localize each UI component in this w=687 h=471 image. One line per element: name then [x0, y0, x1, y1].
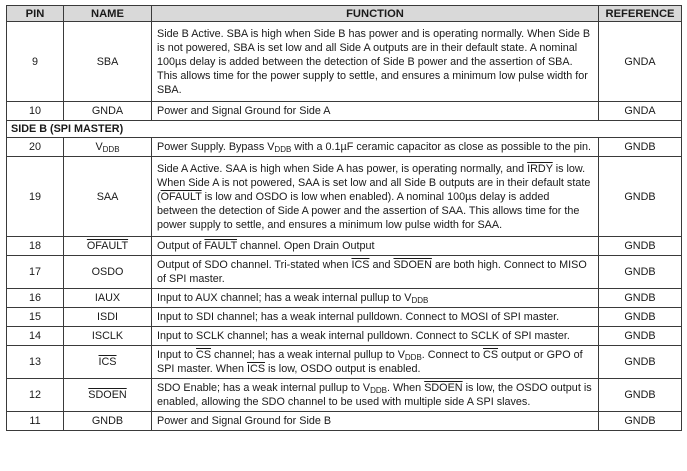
- pin-reference: GNDB: [599, 412, 682, 431]
- pin-reference: GNDA: [599, 22, 682, 102]
- pin-name-subscript: DDB: [102, 145, 120, 154]
- function-subscript: DDB: [370, 386, 387, 395]
- table-row-isclk: [7, 327, 682, 346]
- pin-reference: GNDB: [599, 138, 682, 157]
- pin-name-main: V: [95, 141, 103, 153]
- table-row-ofault: [7, 237, 682, 256]
- pin-function: [152, 237, 599, 256]
- pin-name: [64, 138, 152, 157]
- pin-name: GNDA: [64, 102, 152, 121]
- function-text: Power Supply. Bypass V: [157, 141, 275, 153]
- pin-number: 11: [7, 412, 64, 431]
- pin-function: [152, 289, 599, 308]
- pin-reference: GNDB: [599, 237, 682, 256]
- pin-function: Input to SDI channel; has a weak internal pulldown. Connect to MOSI of SPI master.: [152, 308, 599, 327]
- overlined-signal: SDOEN: [424, 382, 463, 394]
- pin-name-overlined: $\overline{ICS}$: [98, 356, 117, 368]
- function-subscript: DDB: [404, 353, 422, 362]
- overlined-signal: $\overline{ICS}$: [247, 363, 266, 375]
- pin-name: GNDB: [64, 412, 152, 431]
- pin-function: Side B Active. SBA is high when Side B has power and is operating normally. When Side B is not powered, SBA is set low and all Side A outputs are in their default state. A nominal 100µs delay is added between the detection of Side B power and the assertion of SBA. This allows time for the power supply to settle, and ensures a minimum low pulse width for SBA.: [152, 22, 599, 102]
- function-text: is low and OSDO is low when enabled). A nominal 100µs delay is added between the detection of Side A power and the assertion of SAA. This allows time for the power supply to settle, and ensures a minimum low pulse width for SAA.: [157, 190, 580, 231]
- pin-number: 19: [7, 157, 64, 237]
- pin-name: IAUX: [64, 289, 152, 308]
- function-text: channel; has a weak internal pullup to V: [211, 349, 405, 361]
- pin-description-table: [6, 5, 682, 431]
- function-text: . Connect to: [421, 349, 484, 361]
- pin-name: [64, 379, 152, 412]
- overlined-signal: $\overline{CS}$: [196, 349, 212, 361]
- header-pin: PIN: [7, 6, 64, 22]
- pin-number: 13: [7, 346, 64, 379]
- pin-reference: GNDB: [599, 308, 682, 327]
- pin-number: 10: [7, 102, 64, 121]
- function-text: Input to: [157, 349, 197, 361]
- pin-name: OSDO: [64, 256, 152, 289]
- table-row-isdi: [7, 308, 682, 327]
- function-text: . When: [386, 382, 425, 394]
- pin-name: SBA: [64, 22, 152, 102]
- pin-reference: GNDB: [599, 327, 682, 346]
- pin-name-overlined: OFAULT: [86, 240, 129, 252]
- pin-name: [64, 346, 152, 379]
- table-row-ics: [7, 346, 682, 379]
- pin-number: 14: [7, 327, 64, 346]
- pin-reference: GNDB: [599, 346, 682, 379]
- function-subscript: DDB: [411, 296, 429, 305]
- table-row-sdoen: [7, 379, 682, 412]
- header-row: [7, 6, 682, 22]
- pin-description-table-container: [6, 5, 681, 431]
- pin-reference: GNDA: [599, 102, 682, 121]
- function-text: Output of SDO channel. Tri-stated when: [157, 259, 352, 271]
- function-text: SDO Enable; has a weak internal pullup to V: [157, 382, 371, 394]
- pin-number: 20: [7, 138, 64, 157]
- pin-number: 15: [7, 308, 64, 327]
- pin-function: [152, 157, 599, 237]
- pin-name: ISCLK: [64, 327, 152, 346]
- pin-function: [152, 138, 599, 157]
- pin-number: 12: [7, 379, 64, 412]
- table-row-osdo: [7, 256, 682, 289]
- header-function: FUNCTION: [152, 6, 599, 22]
- function-text: channel. Open Drain Output: [237, 240, 375, 252]
- table-row-gnda: [7, 102, 682, 121]
- table-row-vddb: [7, 138, 682, 157]
- function-text: is low. When Side A is not powered, SAA is set low and all Side B outputs are in their default state (: [157, 162, 591, 203]
- function-text: Output of: [157, 240, 205, 252]
- function-text: is low, OSDO output is enabled.: [265, 363, 421, 375]
- function-text: are both high. Connect to MISO of SPI master.: [157, 259, 587, 285]
- function-text: Input to AUX channel; has a weak internal pullup to V: [157, 292, 412, 304]
- pin-function: [152, 346, 599, 379]
- pin-name: SAA: [64, 157, 152, 237]
- pin-reference: GNDB: [599, 157, 682, 237]
- table-row-sba: [7, 22, 682, 102]
- overlined-signal: OFAULT: [160, 190, 202, 203]
- pin-function: [152, 379, 599, 412]
- section-title: SIDE B (SPI MASTER): [7, 121, 682, 138]
- pin-reference: GNDB: [599, 379, 682, 412]
- overlined-signal: SDOEN: [393, 259, 432, 271]
- overlined-signal: $\overline{CS}$: [483, 349, 499, 361]
- function-text: output or GPO of SPI master. When: [157, 349, 583, 375]
- pin-number: 18: [7, 237, 64, 256]
- table-row-iaux: [7, 289, 682, 308]
- pin-number: 16: [7, 289, 64, 308]
- pin-name-overlined: SDOEN: [88, 389, 127, 401]
- pin-number: 9: [7, 22, 64, 102]
- table-row-gndb: [7, 412, 682, 431]
- overlined-signal: IRDY: [527, 162, 553, 175]
- table-row-saa: [7, 157, 682, 237]
- pin-number: 17: [7, 256, 64, 289]
- function-subscript: DDB: [274, 145, 292, 154]
- pin-reference: GNDB: [599, 256, 682, 289]
- overlined-signal: $\overline{ICS}$: [351, 259, 370, 271]
- header-name: NAME: [64, 6, 152, 22]
- function-text: Side A Active. SAA is high when Side A has power, is operating normally, and: [157, 162, 528, 175]
- pin-name: [64, 237, 152, 256]
- pin-name: ISDI: [64, 308, 152, 327]
- function-text: is low, the OSDO output is enabled, allowing the SDO channel to be used with multiple side A SPI slaves.: [157, 382, 592, 408]
- pin-function: Power and Signal Ground for Side B: [152, 412, 599, 431]
- overlined-signal: FAULT: [204, 240, 238, 252]
- section-row: [7, 121, 682, 138]
- pin-function: [152, 256, 599, 289]
- pin-function: Power and Signal Ground for Side A: [152, 102, 599, 121]
- function-text: and: [369, 259, 394, 271]
- pin-function: Input to SCLK channel; has a weak internal pulldown. Connect to SCLK of SPI master.: [152, 327, 599, 346]
- header-reference: REFERENCE: [599, 6, 682, 22]
- function-text: with a 0.1µF ceramic capacitor as close as possible to the pin.: [291, 141, 591, 153]
- pin-reference: GNDB: [599, 289, 682, 308]
